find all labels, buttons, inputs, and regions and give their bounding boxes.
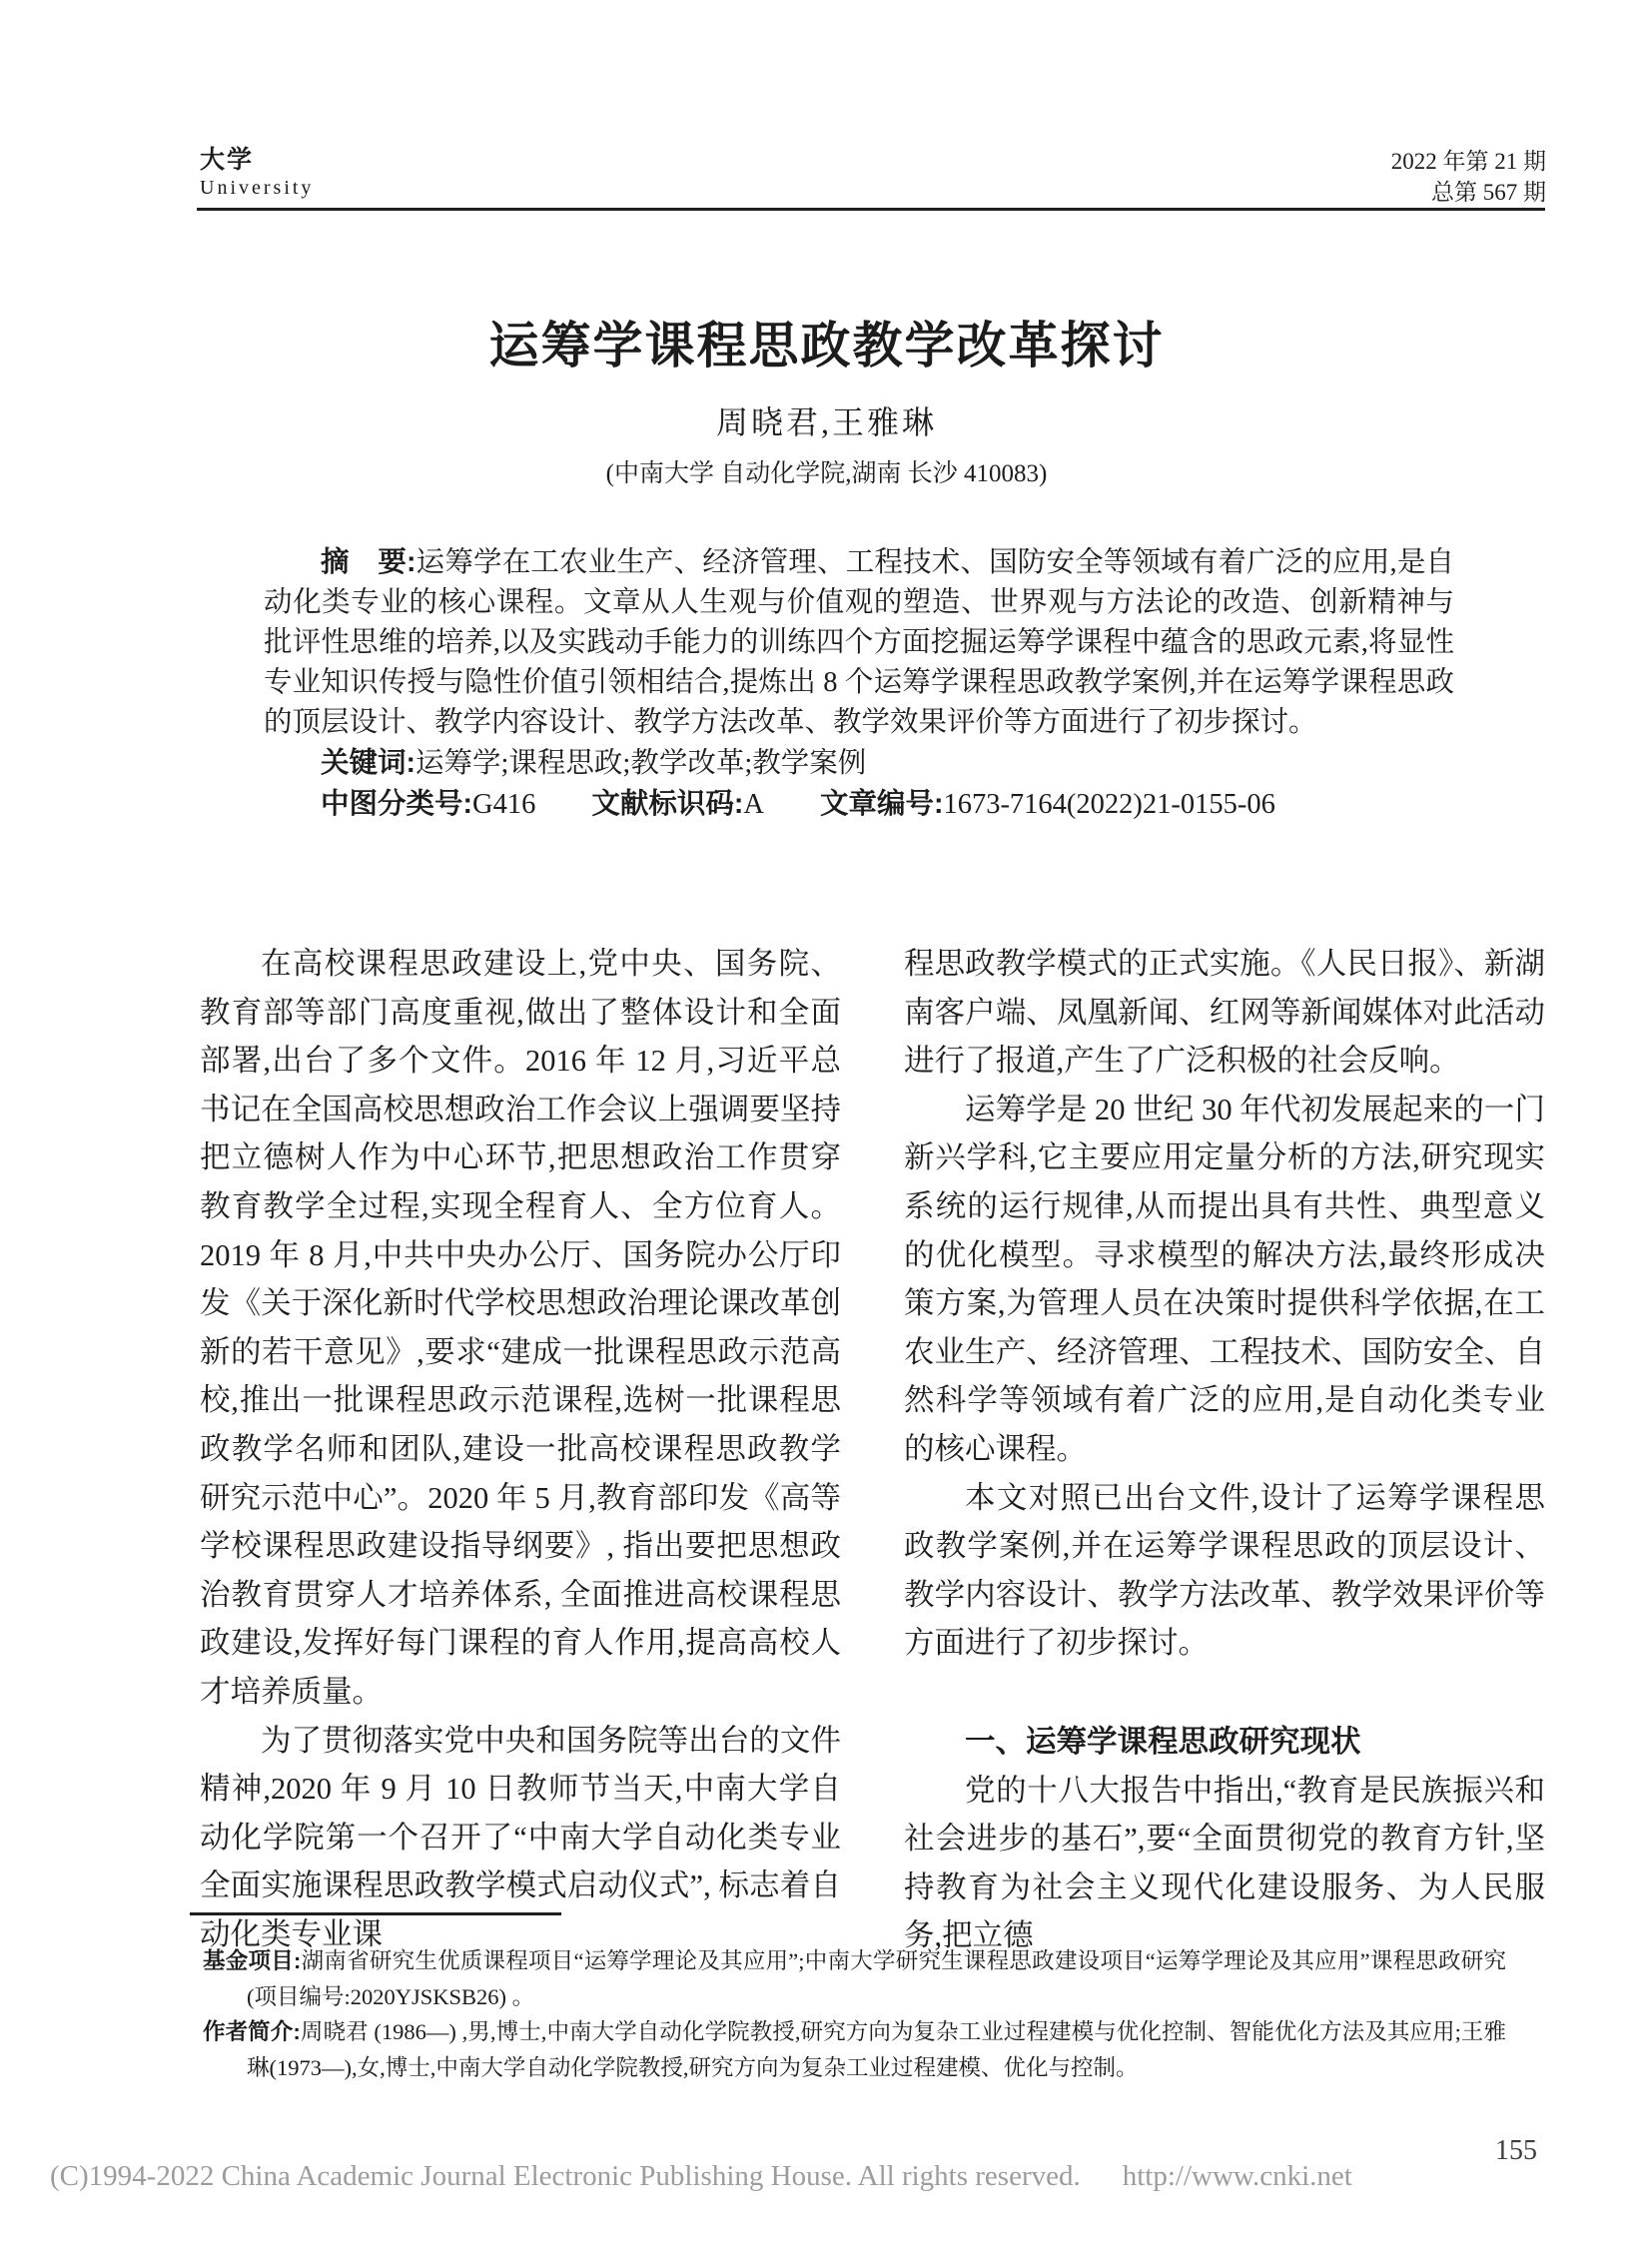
journal-name-cn: 大学 [200,146,255,174]
section-heading: 一、运筹学课程思政研究现状 [965,1724,1361,1759]
fund-label: 基金项目: [203,1948,302,1973]
journal-name-en: University [200,177,315,199]
article-authors: 周晓君,王雅琳 [715,404,937,440]
paragraph: 为了贯彻落实党中央和国务院等出台的文件精神,2020 年 9 月 10 日教师节当天,中南大学自动化学院第一个召开了“中南大学自动化类专业全面实施课程思政教学模式启动仪式”, 标志着自动化类专业课 [200,1723,841,1951]
copyright-url: http://www.cnki.net [1122,2160,1352,2192]
clc-value: G416 [472,789,536,820]
article-title: 运筹学课程思政教学改革探讨 [488,318,1165,374]
paragraph: 程思政教学模式的正式实施。《人民日报》、新湖南客户端、凤凰新闻、红网等新闻媒体对此活动进行了报道,产生了广泛积极的社会反响。 [904,947,1545,1079]
paragraph: 运筹学是 20 世纪 30 年代初发展起来的一门新兴学科,它主要应用定量分析的方法,研究现实系统的运行规律,从而提出具有共性、典型意义的优化模型。寻求模型的解决方法,最终形成决策方案,为管理人员在决策时提供科学依据,在工农业生产、经济管理、工程技术、国防安全、自然科学等领域有着广泛的应用,是自动化类专业的核心课程。 [904,1092,1545,1466]
abstract-block [264,542,1454,825]
abstract-paragraph [264,542,1454,743]
issue-total: 总第 567 期 [1431,180,1546,205]
keywords-text: 运筹学;课程思政;教学改革;教学案例 [415,748,867,779]
page-number: 155 [1495,2135,1537,2166]
bio-text: 周晓君 (1986—) ,男,博士,中南大学自动化学院教授,研究方向为复杂工业过程建模与优化控制、智能优化方法及其应用;王雅琳(1973—),女,博士,中南大学自动化学院教授,研究方向为复杂工业过程建模、优化与控制。 [247,2019,1506,2080]
fund-footnote [203,1943,1506,2014]
abstract-label: 摘 要: [321,546,416,578]
journal-masthead [200,148,314,198]
paragraph: 党的十八大报告中指出,“教育是民族振兴和社会进步的基石”,要“全面贯彻党的教育方针,坚持教育为社会主义现代化建设服务、为人民服务,把立德 [904,1773,1545,1953]
classification-line [264,784,1454,825]
copyright-text: (C)1994-2022 China Academic Journal Electronic Publishing House. All rights reserved. [50,2160,1081,2192]
paragraph: 本文对照已出台文件,设计了运筹学课程思政教学案例,并在运筹学课程思政的顶层设计、教学内容设计、教学方法改革、教学效果评价等方面进行了初步探讨。 [904,1480,1545,1661]
issue-info [1391,146,1546,208]
header-divider [197,208,1545,211]
article-id-label: 文章编号: [819,788,944,820]
body-right-column [904,940,1545,1960]
footnote-divider [190,1912,561,1915]
paragraph: 在高校课程思政建设上,党中央、国务院、教育部等部门高度重视,做出了整体设计和全面部署,出台了多个文件。2016 年 12 月,习近平总书记在全国高校思想政治工作会议上强调要坚持把立德树人作为中心环节,把思想政治工作贯穿教育教学全过程,实现全程育人、全方位育人。2019 年 8 月,中共中央办公厅、国务院办公厅印发《关于深化新时代学校思想政治理论课改革创新的若干意见》,要求“建成一批课程思政示范高校,推出一批课程思政示范课程,选树一批课程思政教学名师和团队,建设一批高校课程思政教学研究示范中心”。2020 年 5 月,教育部印发《高等学校课程思政建设指导纲要》, 指出要把思想政治教育贯穿人才培养体系, 全面推进高校课程思政建设,发挥好每门课程的育人作用,提高高校人才培养质量。 [200,947,841,1709]
article-id-value: 1673-7164(2022)21-0155-06 [943,789,1275,820]
body-left-column [200,940,841,1958]
bio-label: 作者简介: [203,2019,301,2044]
fund-text: 湖南省研究生优质课程项目“运筹学理论及其应用”;中南大学研究生课程思政建设项目“运筹学理论及其应用”课程思政研究 (项目编号:2020YJSKSB26) 。 [247,1948,1506,2009]
keywords-label: 关键词: [321,747,415,779]
issue-number: 2022 年第 21 期 [1390,149,1546,174]
doc-code-value: A [743,789,764,820]
doc-code-label: 文献标识码: [591,788,744,820]
copyright-notice [50,2160,1352,2193]
author-bio-footnote [203,2014,1506,2085]
clc-label: 中图分类号: [321,788,472,820]
footnotes-block [203,1943,1506,2085]
keywords-line [264,743,1454,784]
abstract-text: 运筹学在工农业生产、经济管理、工程技术、国防安全等领域有着广泛的应用,是自动化类专业的核心课程。文章从人生观与价值观的塑造、世界观与方法论的改造、创新精神与批评性思维的培养,以及实践动手能力的训练四个方面挖掘运筹学课程中蕴含的思政元素,将显性专业知识传授与隐性价值引领相结合,提炼出 8 个运筹学课程思政教学案例,并在运筹学课程思政的顶层设计、教学内容设计、教学方法改革、教学效果评价等方面进行了初步探讨。 [264,547,1454,738]
article-affiliation: (中南大学 自动化学院,湖南 长沙 410083) [605,460,1048,487]
